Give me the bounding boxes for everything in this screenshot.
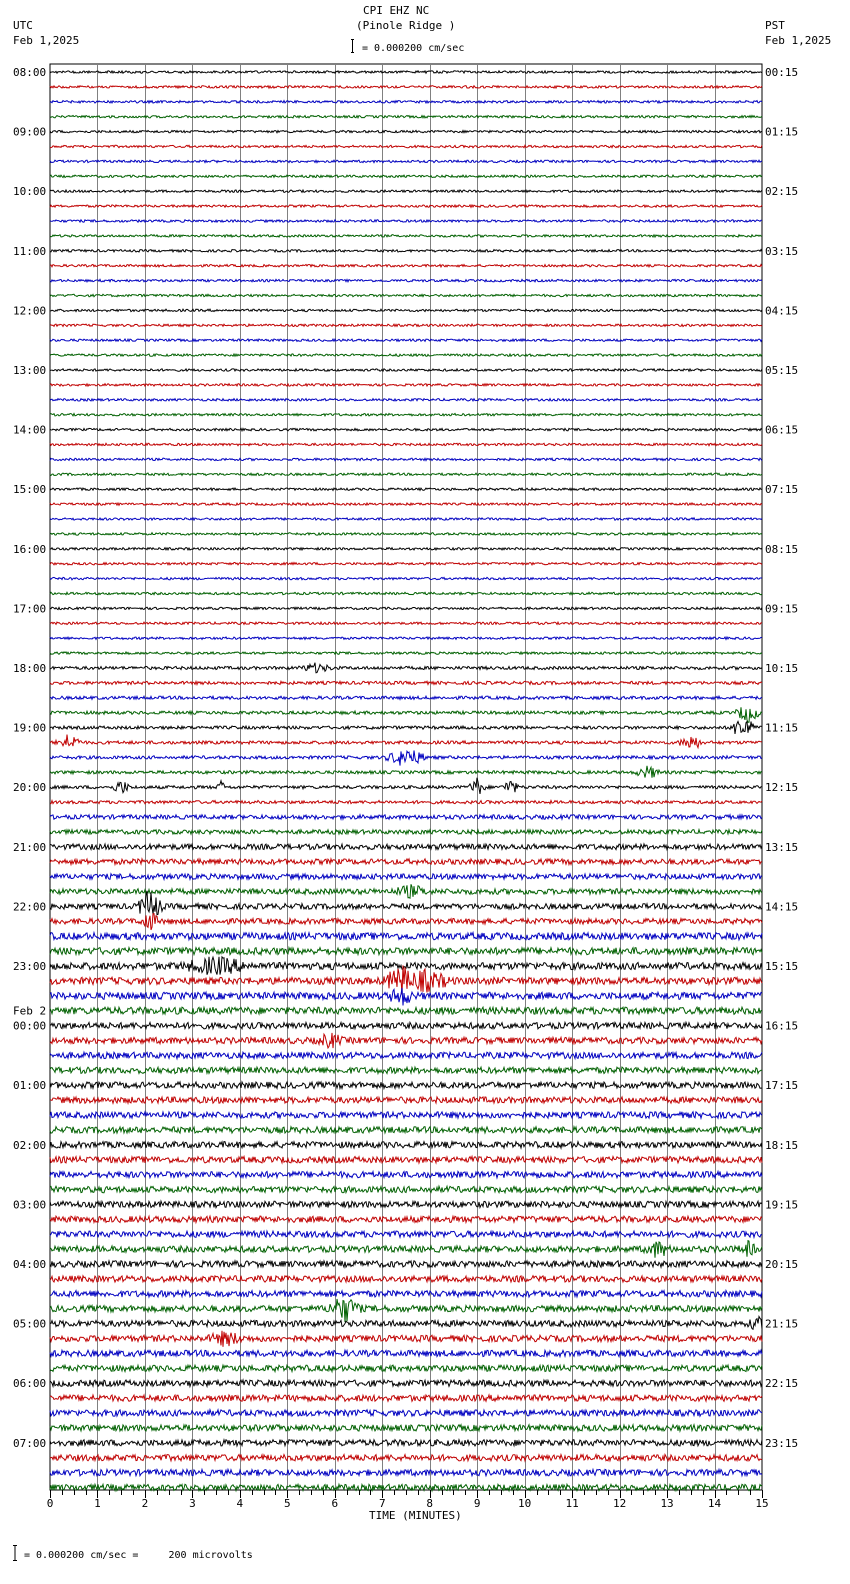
utc-hour-label: 15:00 xyxy=(13,483,47,497)
utc-hour-label: 10:00 xyxy=(13,185,47,199)
x-axis-label: TIME (MINUTES) xyxy=(369,1509,462,1522)
seismic-trace xyxy=(50,339,762,341)
pst-hour-label: 22:15 xyxy=(765,1377,799,1391)
seismic-trace xyxy=(50,1171,762,1177)
utc-hour-label: 04:00 xyxy=(13,1258,47,1271)
utc-hour-label: 19:00 xyxy=(13,721,47,735)
pst-hour-label: 18:15 xyxy=(765,1138,799,1152)
seismic-trace xyxy=(50,696,762,699)
seismic-trace xyxy=(50,160,762,162)
utc-hour-label: 18:00 xyxy=(13,662,47,675)
utc-hour-label: 16:00 xyxy=(13,542,47,556)
seismic-trace xyxy=(50,1380,762,1386)
utc-zone-label: UTC xyxy=(13,19,33,32)
x-tick-label: 1 xyxy=(94,1497,101,1510)
seismic-trace xyxy=(50,488,762,490)
x-tick-label: 10 xyxy=(518,1497,532,1510)
seismic-trace xyxy=(50,874,762,880)
pst-hour-label: 00:15 xyxy=(765,66,799,79)
seismic-trace xyxy=(50,369,762,371)
seismic-trace xyxy=(50,1157,762,1163)
footer-scale-bar-icon xyxy=(12,1545,16,1561)
seismic-trace xyxy=(50,988,762,1006)
seismic-trace xyxy=(50,1067,762,1073)
seismic-trace xyxy=(50,652,762,654)
pst-hour-label: 19:15 xyxy=(765,1198,799,1212)
seismic-trace xyxy=(50,279,762,281)
seismic-trace xyxy=(50,190,762,192)
seismic-trace xyxy=(50,891,762,915)
seismic-trace xyxy=(50,250,762,252)
pst-hour-label: 16:15 xyxy=(765,1019,799,1033)
x-tick-label: 4 xyxy=(236,1497,244,1510)
pst-hour-label: 02:15 xyxy=(765,185,799,199)
seismic-trace xyxy=(50,458,762,460)
seismic-trace xyxy=(50,354,762,356)
seismic-trace xyxy=(50,735,762,748)
seismic-trace xyxy=(50,563,762,565)
seismic-trace xyxy=(50,1299,762,1322)
seismic-trace xyxy=(50,1276,762,1282)
seismic-trace xyxy=(50,681,762,684)
seismic-trace xyxy=(50,751,762,766)
utc-hour-label: 23:00 xyxy=(13,960,47,973)
pst-hour-label: 08:15 xyxy=(765,542,799,556)
seismic-trace xyxy=(50,324,762,326)
seismic-trace xyxy=(50,1261,762,1267)
x-tick-label: 12 xyxy=(612,1497,627,1510)
seismic-trace xyxy=(50,914,762,930)
seismic-trace xyxy=(50,1241,762,1258)
utc-hour-label: 20:00 xyxy=(13,781,47,795)
pst-hour-label: 05:15 xyxy=(765,364,799,377)
seismic-trace xyxy=(50,1469,762,1475)
seismic-trace xyxy=(50,205,762,207)
seismic-trace xyxy=(50,220,762,222)
utc-hour-label: 12:00 xyxy=(13,304,47,318)
pst-hour-label: 11:15 xyxy=(765,721,799,735)
seismic-trace xyxy=(50,1033,762,1048)
seismic-trace xyxy=(50,428,762,430)
seismic-trace xyxy=(50,722,762,734)
x-tick-label: 15 xyxy=(755,1497,769,1510)
seismic-trace xyxy=(50,443,762,445)
seismic-trace xyxy=(50,1350,762,1356)
x-tick-label: 0 xyxy=(46,1497,54,1510)
pst-hour-label: 09:15 xyxy=(765,602,799,616)
plot-frame xyxy=(50,64,762,1490)
seismic-trace xyxy=(50,1291,762,1297)
pst-hour-label: 03:15 xyxy=(765,244,799,258)
seismic-trace xyxy=(50,130,762,132)
seismic-trace xyxy=(50,1097,762,1103)
seismic-trace xyxy=(50,1410,762,1416)
x-tick-label: 7 xyxy=(378,1497,386,1510)
seismic-trace xyxy=(50,1365,762,1371)
pst-hour-label: 12:15 xyxy=(765,781,799,795)
seismic-trace xyxy=(50,1231,762,1237)
utc-hour-label: 21:00 xyxy=(13,840,47,854)
pst-hour-label: 17:15 xyxy=(765,1079,799,1093)
pst-hour-label: 20:15 xyxy=(765,1258,799,1271)
seismic-trace xyxy=(50,71,762,73)
seismic-trace xyxy=(50,815,762,819)
seismic-trace xyxy=(50,663,762,673)
scale-label: = 0.000200 cm/sec xyxy=(362,43,465,54)
seismic-trace xyxy=(50,1082,762,1088)
seismic-trace xyxy=(50,175,762,177)
seismic-trace xyxy=(50,778,762,794)
pst-hour-label: 21:15 xyxy=(765,1317,799,1331)
seismic-trace xyxy=(50,1142,762,1148)
seismic-trace xyxy=(50,1112,762,1118)
seismic-trace xyxy=(50,844,762,850)
x-tick-label: 14 xyxy=(707,1497,722,1510)
pst-hour-label: 04:15 xyxy=(765,304,799,318)
utc-hour-label: 00:00 xyxy=(13,1019,47,1033)
seismic-trace xyxy=(50,399,762,401)
pst-zone-label: PST xyxy=(765,19,785,32)
utc-hour-label: 02:00 xyxy=(13,1138,47,1152)
chart-title: CPI EHZ NC xyxy=(363,4,430,17)
utc-hour-label: 13:00 xyxy=(13,364,47,377)
seismic-trace xyxy=(50,1127,762,1133)
pst-hour-label: 06:15 xyxy=(765,423,799,437)
seismic-trace xyxy=(50,503,762,505)
seismic-trace xyxy=(50,933,762,940)
utc-hour-label: 08:00 xyxy=(13,66,47,79)
x-tick-label: 3 xyxy=(189,1497,196,1510)
utc-hour-label: 01:00 xyxy=(13,1079,47,1093)
seismic-trace xyxy=(50,948,762,955)
seismic-trace xyxy=(50,1317,762,1330)
pst-date-label: Feb 1,2025 xyxy=(765,34,832,47)
seismic-trace xyxy=(50,518,762,520)
seismic-trace xyxy=(50,533,762,535)
seismic-trace xyxy=(50,1425,762,1431)
seismic-trace xyxy=(50,1216,762,1222)
date-change-label: Feb 2 xyxy=(13,1004,47,1018)
seismic-trace xyxy=(50,116,762,118)
seismic-trace xyxy=(50,86,762,88)
x-tick-label: 11 xyxy=(565,1497,579,1510)
seismic-trace xyxy=(50,265,762,267)
pst-hour-label: 14:15 xyxy=(765,900,799,914)
seismic-trace xyxy=(50,622,762,624)
seismic-trace xyxy=(50,294,762,296)
utc-hour-label: 07:00 xyxy=(13,1436,47,1450)
seismic-trace xyxy=(50,1052,762,1058)
utc-hour-label: 14:00 xyxy=(13,423,47,437)
utc-hour-label: 03:00 xyxy=(13,1198,47,1212)
seismic-trace xyxy=(50,1455,762,1461)
x-tick-label: 5 xyxy=(284,1497,291,1510)
seismic-trace xyxy=(50,1022,762,1028)
seismic-trace xyxy=(50,766,762,778)
chart-subtitle: (Pinole Ridge ) xyxy=(356,19,456,32)
seismic-trace xyxy=(50,592,762,594)
utc-hour-label: 06:00 xyxy=(13,1377,47,1391)
seismic-trace xyxy=(50,1331,762,1347)
seismic-trace xyxy=(50,884,762,898)
utc-date-label: Feb 1,2025 xyxy=(13,34,80,47)
utc-hour-label: 17:00 xyxy=(13,602,47,616)
seismic-trace xyxy=(50,548,762,550)
seismic-trace xyxy=(50,801,762,804)
utc-hour-label: 22:00 xyxy=(13,900,47,914)
seismic-trace xyxy=(50,707,762,722)
seismic-trace xyxy=(50,859,762,865)
seismic-trace xyxy=(50,1201,762,1207)
seismic-trace xyxy=(50,101,762,103)
pst-hour-label: 10:15 xyxy=(765,662,799,675)
pst-hour-label: 13:15 xyxy=(765,840,799,854)
seismic-trace xyxy=(50,830,762,834)
x-tick-label: 8 xyxy=(426,1497,434,1510)
x-tick-label: 13 xyxy=(660,1497,674,1510)
pst-hour-label: 23:15 xyxy=(765,1436,799,1450)
seismic-trace xyxy=(50,384,762,386)
seismic-trace xyxy=(50,577,762,579)
seismic-trace xyxy=(50,235,762,237)
seismic-trace xyxy=(50,637,762,639)
utc-hour-label: 05:00 xyxy=(13,1317,47,1331)
seismic-trace xyxy=(50,414,762,416)
x-tick-label: 6 xyxy=(331,1497,339,1510)
x-tick-label: 9 xyxy=(473,1497,481,1510)
pst-hour-label: 07:15 xyxy=(765,483,799,497)
seismic-trace xyxy=(50,1440,762,1446)
pst-hour-label: 15:15 xyxy=(765,960,799,973)
seismic-trace xyxy=(50,1395,762,1401)
utc-hour-label: 09:00 xyxy=(13,125,47,139)
seismic-trace xyxy=(50,1007,762,1014)
seismic-trace xyxy=(50,145,762,147)
seismic-trace xyxy=(50,1186,762,1192)
seismic-trace xyxy=(50,607,762,609)
seismic-trace xyxy=(50,309,762,311)
utc-hour-label: 11:00 xyxy=(13,244,47,258)
x-tick-label: 2 xyxy=(141,1497,149,1510)
seismic-trace xyxy=(50,473,762,475)
pst-hour-label: 01:15 xyxy=(765,125,799,139)
footer-scale-label: = 0.000200 cm/sec = 200 microvolts xyxy=(24,1550,253,1561)
